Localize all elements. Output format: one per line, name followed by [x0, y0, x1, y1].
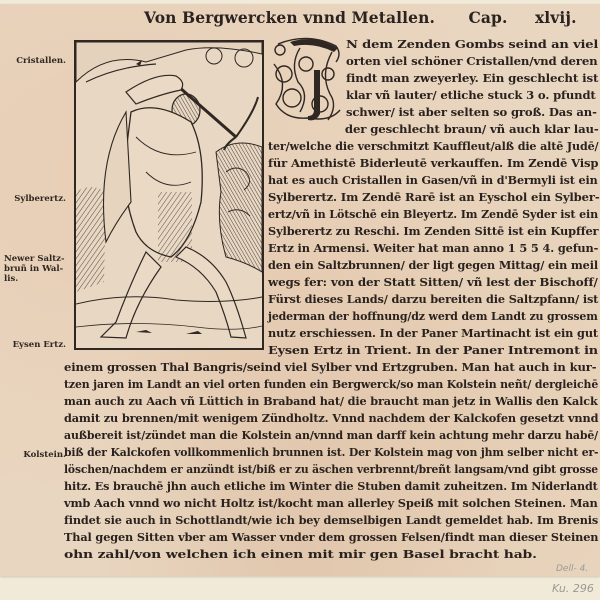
text-line: löschen/nachdem er anzündt ist/biß er zu äschen verbrennt/breñt langsam/vnd gibt grosse: [64, 462, 598, 476]
text-block-narrow-top: [346, 36, 597, 121]
chapter-label: Cap.: [468, 8, 508, 27]
text-line: orten viel schöner Cristallen/vnd deren: [346, 54, 598, 68]
text-line: der geschlecht braun/ vñ auch klar lau-: [344, 122, 599, 136]
text-line: Sylberertz. Im Zendē Rarē ist an Eyschol ein Sylber-: [268, 190, 600, 204]
pencil-annotation-lower: Ku. 296: [552, 582, 594, 595]
woodcut-illustration-miner: [74, 40, 264, 350]
text-line: ter/welche die verschmitzt Kauffleut/alß die altē Judē/: [268, 139, 599, 153]
marginal-note-sylberertz: Sylberertz.: [14, 194, 66, 204]
text-line: hat es auch Cristallen in Gasen/vñ in d'Bermyli ist ein: [268, 173, 598, 187]
text-line: N dem Zenden Gombs seind an viel: [346, 37, 599, 51]
text-line: Thal gegen Sitten vber am Wasser vnder dem grossen Felsen/findt man dieser Steinen: [64, 530, 599, 544]
text-line: vmb Aach vnnd wo nicht Holtz ist/kocht man allerley Speiß mit solchen Steinen. Man: [64, 496, 598, 510]
text-line: nutz erschiessen. In der Paner Martinacht ist ein gut: [268, 326, 598, 340]
text-line: schwer/ ist aber selten so groß. Das an-: [346, 105, 597, 119]
text-line: wegs fer: von der Statt Sitten/ vñ lest der Bischoff/: [268, 275, 598, 289]
text-line: außbereit ist/zündet man die Kolstein an/vnnd man darff kein achtung mehr darzu habē/: [64, 428, 599, 442]
text-line: ohn zahl/von welchen ich einen mit mir gen Basel bracht hab.: [64, 547, 537, 561]
marginal-note-kolstein: Kolstein.: [23, 450, 66, 460]
text-line: einem grossen Thal Bangris/seind viel Sylber vnd Ertzgruben. Man hat auch in kur-: [64, 360, 597, 374]
text-line: jederman der hoffnung/dz werd dem Landt zu grossem: [268, 309, 598, 323]
text-line: hitz. Es brauchē jhn auch etliche im Winter die Stuben damit zuheitzen. Im Niderlandt: [64, 479, 598, 493]
running-head: [144, 8, 600, 32]
text-line: tzen jaren im Landt an viel orten funden ein Bergwerck/so man Kolstein neñt/ dergleichē: [64, 377, 599, 391]
marginal-note-line: Newer Saltz-: [4, 254, 65, 264]
text-line: Fürst dieses Lands/ darzu bereiten die Saltzpfann/ ist: [268, 292, 599, 306]
text-line: findet sie auch in Schottlandt/wie ich bey demselbigen Landt gemeldet hab. Im Brenis: [64, 513, 599, 527]
text-line: Eysen Ertz in Trient. In der Paner Intremont in: [268, 343, 598, 357]
pencil-annotation-upper: Dell- 4.: [556, 564, 589, 574]
chapter-number: xlvij.: [534, 8, 577, 27]
marginal-note-cristallen: Cristallen.: [16, 56, 66, 66]
miner-woodcut-image: [76, 42, 262, 348]
marginal-note-eysen-ertz: Eysen Ertz.: [12, 340, 66, 350]
text-line: man auch zu Aach vñ Lüttich in Braband hat/ die braucht man jetz in Wallis den Kalck: [64, 394, 598, 408]
book-page: [0, 4, 600, 576]
text-line: biß der Kalckofen vollkommenlich brunnen ist. Der Kolstein mag von jhm selber nicht er-: [64, 445, 599, 459]
text-line: damit zu brennen/mit wenigem Zündholtz. Vnnd nachdem der Kalckofen gesetzt vnnd: [64, 411, 599, 425]
running-head-title: Von Bergwercken vnnd Metallen.: [144, 8, 435, 27]
text-block-wide: [64, 359, 600, 563]
text-line: für Amethistē Biderleutē verkauffen. Im Zendē Visp: [268, 156, 599, 170]
interlace-initial-icon: [270, 34, 346, 126]
marginal-note-salzbrunnen: [0, 254, 66, 284]
text-line: ertz/vñ in Lötschē ein Bleyertz. Im Zendē Syder ist ein: [268, 207, 598, 221]
text-line: Sylberertz zu Reschi. Im Zenden Sittē ist ein Kupffer: [268, 224, 599, 238]
text-block-narrow: [268, 121, 600, 359]
decorative-initial-letter: [270, 34, 346, 126]
text-line: den ein Saltzbrunnen/ der ligt gegen Mittag/ ein meil: [268, 258, 598, 272]
text-line: Ertz in Armensi. Weiter hat man anno 1 5 5 4. gefun-: [268, 241, 599, 255]
marginal-note-line: bruñ in Wal-: [4, 264, 64, 274]
text-line: findt man zweyerley. Ein geschlecht ist: [346, 71, 599, 85]
text-line: klar vñ lauter/ etliche stuck 3 o. pfundt: [346, 88, 596, 102]
marginal-note-line: lis.: [4, 274, 19, 284]
